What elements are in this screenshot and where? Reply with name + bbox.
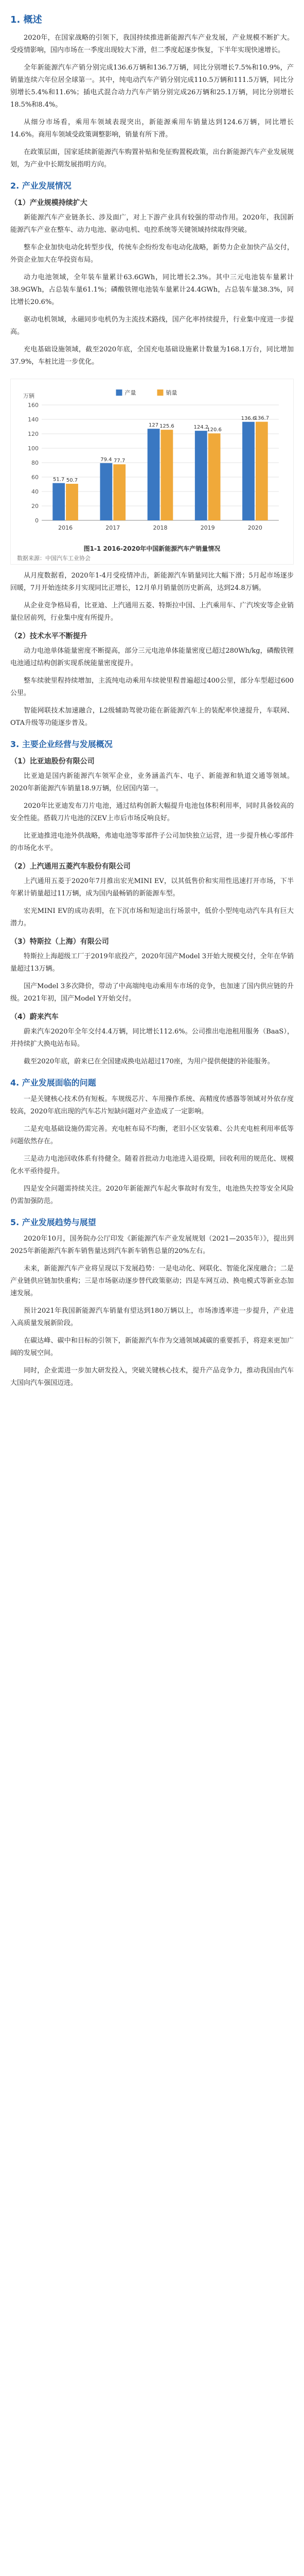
paragraph: 三是动力电池回收体系有待健全。随着首批动力电池进入退役期，回收利用的规范化、规模化水平亟待提升。 [10,1155,294,1175]
section-title: 1. 概述 [10,14,42,25]
paragraph: 2020年，在国家战略的引领下，我国持续推进新能源汽车产业发展，产业规模不断扩大。受疫情影响，国内市场在一季度出现较大下滑，但二季度起逐步恢复，下半年实现快速增长。 [10,34,294,54]
legend-label: 产量 [124,389,136,396]
paragraph: 四是安全问题需持续关注。2020年新能源汽车起火事故时有发生，电池热失控等安全风险仍需加强防范。 [10,1185,294,1205]
paragraph: 同时，企业需进一步加大研发投入，突破关键核心技术，提升产品竞争力，推动我国由汽车大国向汽车强国迈进。 [10,1367,294,1387]
paragraph: 动力电池单体能量密度不断提高，部分三元电池单体能量密度已超过280Wh/kg，磷酸铁锂电池通过结构创新实现系统能量密度提升。 [10,647,294,667]
data-label: 124.2 [193,425,209,431]
paragraph: 驱动电机领域，永磁同步电机仍为主流技术路线，国产化率持续提升，行业集中度进一步提高。 [10,316,294,336]
section-heading: 5. 产业发展趋势与展望 [10,1217,96,1227]
x-tick-label: 2016 [58,524,73,531]
paragraph: 整车企业加快电动化转型步伐，传统车企纷纷发布电动化战略，新势力企业加快产品交付，外资企业加大在华投资布局。 [10,244,294,264]
section-heading: 4. 产业发展面临的问题 [10,1078,96,1088]
data-label: 50.7 [66,478,78,484]
x-tick-label: 2017 [105,524,120,531]
bar [52,483,65,520]
paragraph: 预计2021年我国新能源汽车销量有望达到180万辆以上，市场渗透率进一步提升，产业进入高质量发展新阶段。 [10,1307,294,1327]
data-label: 79.4 [100,456,112,463]
bar [256,422,268,520]
legend-label: 销量 [166,389,177,396]
paragraph: 国产Model 3多次降价，带动了中高端纯电动乘用车市场的竞争，也加速了国内供应链的升级。2021年初，国产Model Y开始交付。 [10,982,294,1003]
data-label: 77.7 [114,458,126,464]
y-tick-label: 140 [28,416,39,423]
legend-swatch [116,389,122,396]
paragraph: 未来，新能源汽车产业将呈现以下发展趋势：一是电动化、网联化、智能化深度融合；二是产业链供应链加快重构；三是市场驱动逐步替代政策驱动；四是车网互动、换电模式等新业态加速发展。 [10,1265,294,1297]
paragraph: 二是充电基础设施仍需完善。充电桩布局不均衡，老旧小区安装难、公共充电桩利用率低等问题依然存在。 [10,1125,294,1145]
bar [208,433,221,520]
figure-source: 数据来源：中国汽车工业协会 [17,555,91,562]
paragraph: 蔚来汽车2020年全年交付4.4万辆，同比增长112.6%。公司推出电池租用服务（BaaS），并持续扩大换电站布局。 [10,1028,294,1048]
paragraph: 动力电池领域，全年装车量累计63.6GWh，同比增长2.3%。其中三元电池装车量累计38.9GWh，占总装车量61.1%；磷酸铁锂电池装车量累计24.4GWh，占总装车量38.3%，同比增长20.6%。 [10,274,294,306]
y-tick-label: 100 [28,445,39,452]
paragraph: 在政策层面，国家延续新能源汽车购置补贴和免征购置税政策，出台新能源汽车产业发展规划，为产业中长期发展指明方向。 [10,148,294,168]
paragraph: 从企业竞争格局看，比亚迪、上汽通用五菱、特斯拉中国、上汽乘用车、广汽埃安等企业销量位居前列，行业集中度有所提升。 [10,602,294,622]
bar [195,431,207,520]
y-tick-label: 0 [35,517,39,524]
paragraph: 比亚迪推进电池外供战略，弗迪电池等零部件子公司加快独立运营，进一步提升核心零部件的市场化水平。 [10,832,294,852]
data-label: 127 [149,422,159,429]
subsection-heading: （1）比亚迪股份有限公司 [10,757,95,766]
y-tick-label: 60 [31,474,39,481]
bar [66,484,78,520]
y-tick-label: 120 [28,431,39,437]
x-tick-label: 2020 [247,524,262,531]
paragraph: 从细分市场看，乘用车领域表现突出，新能源乘用车销量达到124.6万辆，同比增长14.6%。商用车领域受政策调整影响，销量有所下滑。 [10,118,294,139]
data-label: 136.7 [254,415,270,421]
paragraph: 充电基础设施领域，截至2020年底，全国充电基础设施累计数量为168.1万台，同比增加37.9%，车桩比进一步优化。 [10,346,294,366]
legend-swatch [157,389,164,396]
paragraph: 截至2020年底，蔚来已在全国建成换电站超过170座，为用户提供便捷的补能服务。 [24,1058,274,1065]
paragraph: 上汽通用五菱于2020年7月推出宏光MINI EV，以其低售价和实用性迅速打开市场，下半年累计销量超过11万辆，成为国内最畅销的新能源车型。 [10,877,294,897]
subsection-heading: （4）蔚来汽车 [10,1013,59,1021]
y-tick-label: 160 [28,402,39,409]
data-label: 51.7 [53,477,65,483]
y-axis-label: 万辆 [23,393,34,399]
figure [10,379,294,565]
paragraph: 全年新能源汽车产销分别完成136.6万辆和136.7万辆，同比分别增长7.5%和10.9%，产销量连续六年位居全球第一。其中，纯电动汽车产销分别完成110.5万辆和111.5万辆，同比分别增长5.4%和11.6%；插电式混合动力汽车产销分别完成26万辆和25.1万辆，同比分别增长18.5%和8.4%。 [10,64,294,109]
paragraph: 宏光MINI EV的成功表明，在下沉市场和短途出行场景中，低价小型纯电动汽车具有巨大潜力。 [10,907,294,927]
subsection-heading: （2）技术水平不断提升 [10,632,87,640]
y-tick-label: 40 [31,488,39,495]
paragraph: 2020年比亚迪发布刀片电池，通过结构创新大幅提升电池包体积利用率，同时具备较高的安全性能。搭载刀片电池的汉EV上市后市场反响良好。 [10,802,294,822]
paragraph: 从月度数据看，2020年1-4月受疫情冲击，新能源汽车销量同比大幅下滑；5月起市场逐步回暖，7月开始连续多月实现同比正增长，12月单月销量创历史新高，达到24.8万辆。 [10,572,294,592]
bar [113,464,126,520]
paragraph: 一是关键核心技术仍有短板。车规级芯片、车用操作系统、高精度传感器等领域对外依存度较高，2020年底出现的汽车芯片短缺问题对产业造成了一定影响。 [10,1095,294,1115]
data-label: 125.6 [159,423,174,430]
section-heading: 2. 产业发展情况 [10,181,71,191]
x-tick-label: 2019 [200,524,215,531]
subsection-heading: （3）特斯拉（上海）有限公司 [10,938,109,946]
bar-chart [17,384,287,539]
section-heading: 3. 主要企业经营与发展概况 [10,739,113,749]
bar [148,429,160,520]
y-tick-label: 80 [31,460,39,466]
data-label: 136.6 [241,415,256,421]
paragraph: 2020年10月，国务院办公厅印发《新能源汽车产业发展规划（2021—2035年）》，提出到2025年新能源汽车新车销售量达到汽车新车销售总量的20%左右。 [10,1235,294,1255]
paragraph: 智能网联技术加速融合，L2级辅助驾驶功能在新能源汽车上的装配率快速提升，车联网、OTA升级等功能逐步普及。 [10,707,294,727]
subsection-heading: （2）上汽通用五菱汽车股份有限公司 [10,862,131,871]
paragraph: 整车续驶里程持续增加，主流纯电动乘用车续驶里程普遍超过400公里，部分车型超过600公里。 [10,677,294,697]
paragraph: 比亚迪是国内新能源汽车领军企业，业务涵盖汽车、电子、新能源和轨道交通等领域。2020年新能源汽车销量18.9万辆，位居国内第一。 [10,772,294,792]
data-label: 120.6 [207,427,222,433]
figure-caption: 图1-1 2016-2020年中国新能源汽车产销量情况 [83,545,221,552]
y-tick-label: 20 [31,503,39,510]
bar [100,463,112,520]
paragraph: 特斯拉上海超级工厂于2019年底投产，2020年国产Model 3开始大规模交付，全年在华销量超过13万辆。 [10,953,294,973]
bar [242,422,255,520]
x-tick-label: 2018 [153,524,168,531]
paragraph: 在碳达峰、碳中和目标的引领下，新能源汽车作为交通领域减碳的重要抓手，将迎来更加广阔的发展空间。 [10,1337,294,1357]
subsection-heading: （1）产业规模持续扩大 [10,199,87,207]
bar [161,430,173,520]
paragraph: 新能源汽车产业链条长、涉及面广，对上下游产业具有较强的带动作用。2020年，我国新能源汽车产业在整车、动力电池、驱动电机、电控系统等关键领域持续取得突破。 [10,214,294,234]
